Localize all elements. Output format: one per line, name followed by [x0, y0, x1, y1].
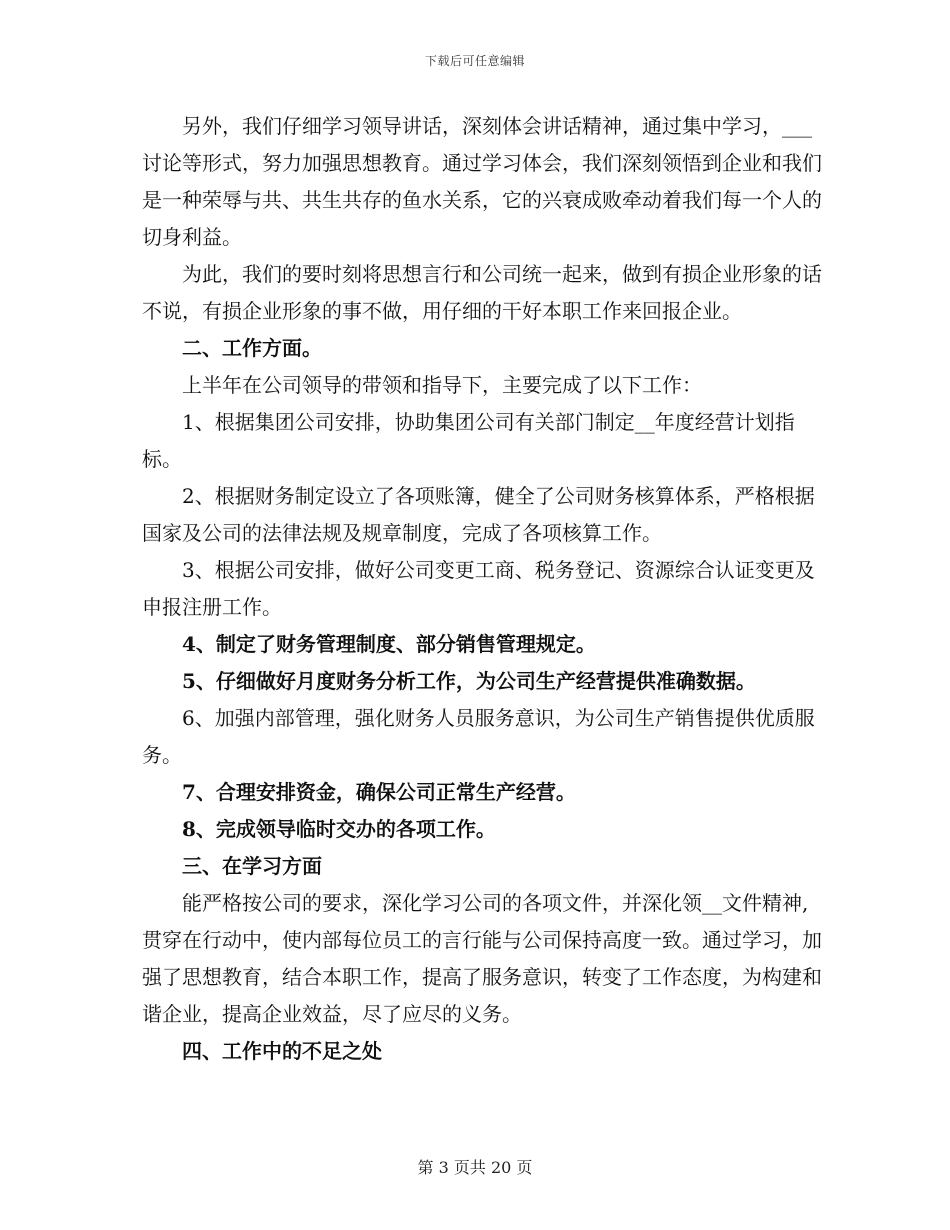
- section-heading-shortcomings: 四、工作中的不足之处: [182, 1039, 382, 1063]
- paragraph-work-intro: 上半年在公司领导的带领和指导下，主要完成了以下工作：: [182, 373, 702, 397]
- section-heading-study: 三、在学习方面: [182, 854, 322, 878]
- section-heading-work: 二、工作方面。: [182, 336, 322, 360]
- page-number: 第 3 页共 20 页: [417, 1158, 533, 1177]
- paragraph-company-image: 为此，我们的要时刻将思想言行和公司统一起来，做到有损企业形象的话不说，有损企业形象的事不做，用仔细的干好本职工作来回报企业。: [142, 262, 822, 323]
- work-item-8: 8、完成领导临时交办的各项工作。: [182, 817, 496, 841]
- work-item-2: 2、根据财务制定设立了各项账簿，健全了公司财务核算体系，严格根据国家及公司的法律法规及规章制度，完成了各项核算工作。: [142, 484, 815, 545]
- work-item-4: 4、制定了财务管理制度、部分销售管理规定。: [182, 632, 596, 656]
- work-item-3: 3、根据公司安排，做好公司变更工商、税务登记、资源综合认证变更及申报注册工作。: [142, 558, 815, 619]
- document-body: [142, 108, 822, 1070]
- work-item-1: 1、根据集团公司安排，协助集团公司有关部门制定__年度经营计划指标。: [142, 410, 795, 471]
- page-header-note: 下载后可任意编辑: [424, 54, 525, 68]
- work-item-6: 6、加强内部管理，强化财务人员服务意识，为公司生产销售提供优质服务。: [142, 706, 815, 767]
- paragraph-study-details: 能严格按公司的要求，深化学习公司的各项文件，并深化领__文件精神,贯穿在行动中，使内部每位员工的言行能与公司保持高度一致。通过学习，加强了思想教育，结合本职工作，提高了服务意识，转变了工作态度，为构建和谐企业，提高企业效益，尽了应尽的义务。: [142, 891, 822, 1026]
- paragraph-study-leadership: 另外，我们仔细学习领导讲话，深刻体会讲话精神，通过集中学习，___讨论等形式，努力加强思想教育。通过学习体会，我们深刻领悟到企业和我们是一种荣辱与共、共生共存的鱼水关系，它的兴衰成败牵动着我们每一个人的切身利益。: [142, 114, 822, 249]
- work-item-5: 5、仔细做好月度财务分析工作，为公司生产经营提供准确数据。: [182, 669, 756, 693]
- work-item-7: 7、合理安排资金，确保公司正常生产经营。: [182, 780, 576, 804]
